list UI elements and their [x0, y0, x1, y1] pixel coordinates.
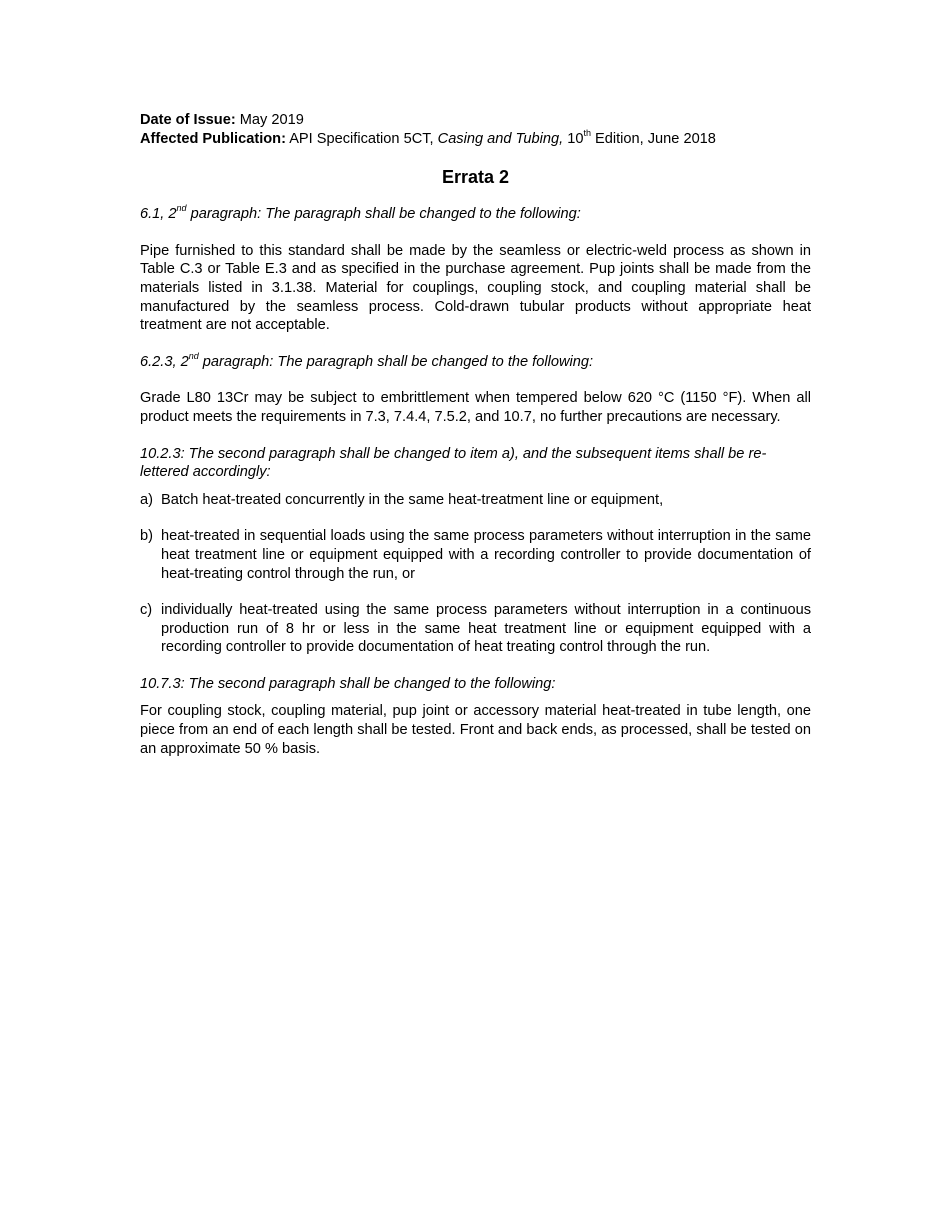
- list-item: [140, 527, 811, 583]
- list-item-text: heat-treated in sequential loads using the same process parameters without interruption in the same heat treatment line or equipment equipped with a recording controller to provide documentation of heat-treating control through the run, or: [161, 528, 811, 582]
- edition-number: 10: [567, 130, 584, 147]
- instruction-sup: nd: [188, 350, 199, 361]
- list-item: [140, 491, 811, 510]
- publication-label: Affected Publication:: [140, 130, 286, 147]
- instruction-text: paragraph: The paragraph shall be changed to the following:: [190, 206, 581, 223]
- instruction-10-7-3: 10.7.3: The second paragraph shall be changed to the following:: [140, 675, 556, 692]
- instruction-text: paragraph: The paragraph shall be changed to the following:: [202, 353, 594, 370]
- document-title: Errata 2: [441, 167, 510, 188]
- date-of-issue-line: [140, 111, 811, 130]
- instruction-10-2-3: 10.2.3: The second paragraph shall be changed to item a), and the subsequent items shall be re-lettered accordingly:: [140, 445, 767, 481]
- paragraph-6-2-3: Grade L80 13Cr may be subject to embrittlement when tempered below 620 °C (1150 °F). When all product meets the requirements in 7.3, 7.4.4, 7.5.2, and 10.7, no further precautions are necessary.: [140, 390, 811, 425]
- paragraph-10-7-3: For coupling stock, coupling material, pup joint or accessory material heat-treated in tube length, one piece from an end of each length shall be tested. Front and back ends, as processed, shall be tested on an approximate 50 % basis.: [140, 703, 811, 757]
- publication-name: API Specification 5CT,: [289, 130, 434, 147]
- heat-treatment-list: [140, 491, 811, 657]
- list-marker: a): [140, 491, 153, 508]
- list-marker: c): [140, 602, 153, 619]
- list-item-text: individually heat-treated using the same process parameters without interruption in a continuous production run of 8 hr or less in the same heat treatment line or equipment equipped with a recording controller to provide documentation of heat treating control through the run.: [161, 602, 811, 656]
- instruction-ref: 6.2.3, 2: [140, 353, 189, 370]
- affected-publication-line: [140, 127, 811, 149]
- list-marker: b): [140, 528, 153, 545]
- instruction-6-2-3: [140, 350, 811, 372]
- instruction-6-1: [140, 205, 811, 224]
- instruction-ref: 6.1, 2: [140, 206, 177, 223]
- date-value: May 2019: [239, 112, 304, 128]
- list-item-text: Batch heat-treated concurrently in the same heat-treatment line or equipment,: [161, 491, 664, 508]
- paragraph-6-1: Pipe furnished to this standard shall be made by the seamless or electric-weld process as shown in Table C.3 or Table E.3 and as specified in the purchase agreement. Pup joints shall be made from the materials listed in 3.1.38. Material for couplings, coupling stock, and coupling material shall be manufactured by the seamless process. Cold-drawn tubular products without appropriate heat treatment are not acceptable.: [140, 242, 811, 334]
- list-item: [140, 601, 811, 657]
- instruction-sup: nd: [176, 203, 187, 214]
- document-page: [140, 111, 811, 758]
- publication-title: Casing and Tubing,: [437, 130, 564, 147]
- edition-suffix: th: [583, 127, 591, 138]
- date-label: Date of Issue:: [140, 112, 236, 128]
- edition-date: Edition, June 2018: [595, 130, 716, 147]
